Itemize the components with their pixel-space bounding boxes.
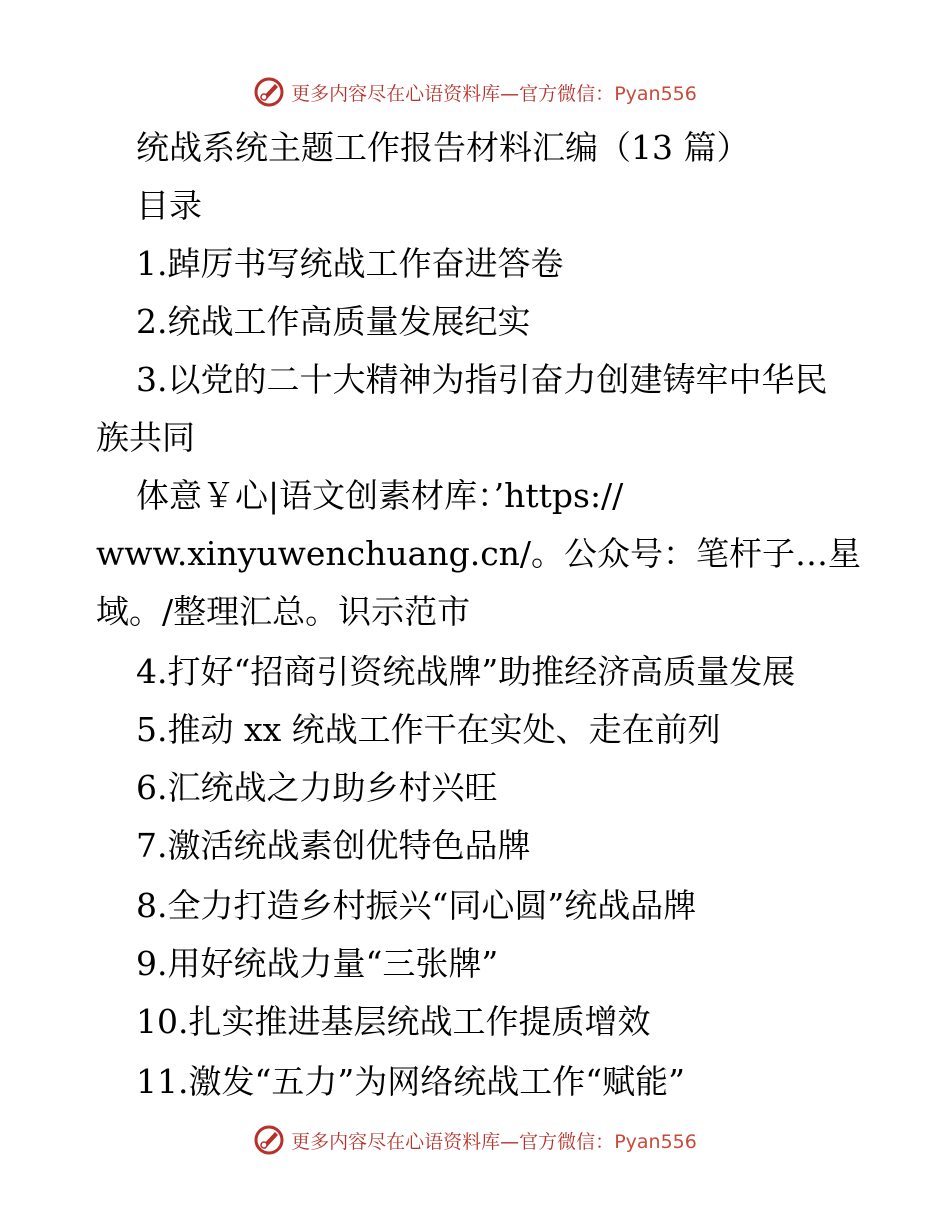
watermark-text-line: 域。/整理汇总。识示范市 <box>96 592 471 631</box>
document-title: 统战系统主题工作报告材料汇编（13 篇） <box>136 128 750 167</box>
toc-item: 11.激发“五力”为网络统战工作“赋能” <box>136 1062 685 1101</box>
toc-item: 5.推动 xx 统战工作干在实处、走在前列 <box>136 710 721 749</box>
watermark-wechat-label: 官方微信： <box>519 1130 615 1153</box>
toc-item: 6.汇统战之力助乡村兴旺 <box>136 768 498 807</box>
toc-item: 1.踔厉书写统战工作奋进答卷 <box>136 244 564 283</box>
watermark-text-line: 体意￥心|语文创素材库：’https:// <box>136 476 624 515</box>
toc-item: 8.全力打造乡村振兴“同心圆”统战品牌 <box>136 886 697 925</box>
brand-logo-icon <box>253 76 285 108</box>
watermark-separator: — <box>500 82 520 105</box>
toc-heading: 目录 <box>136 186 202 225</box>
footer-watermark <box>0 1120 950 1160</box>
toc-item: 4.打好“招商引资统战牌”助推经济高质量发展 <box>136 652 796 691</box>
watermark-separator: — <box>500 1130 520 1153</box>
watermark-wechat-id: Pyan556 <box>614 1130 697 1153</box>
header-watermark <box>0 72 950 112</box>
toc-item: 7.激活统战素创优特色品牌 <box>136 826 531 865</box>
toc-item: 9.用好统战力量“三张牌” <box>136 944 499 983</box>
toc-item: 2.统战工作高质量发展纪实 <box>136 302 531 341</box>
watermark-site-text: 更多内容尽在心语资料库 <box>291 82 501 105</box>
toc-item: 10.扎实推进基层统战工作提质增效 <box>136 1002 651 1041</box>
brand-logo-icon <box>253 1124 285 1156</box>
watermark-site-text: 更多内容尽在心语资料库 <box>291 1130 501 1153</box>
toc-item: 3.以党的二十大精神为指引奋力创建铸牢中华民 <box>136 360 828 399</box>
toc-item-continuation: 族共同 <box>96 418 195 457</box>
watermark-wechat-id: Pyan556 <box>614 82 697 105</box>
watermark-wechat-label: 官方微信： <box>519 82 615 105</box>
watermark-text-line: www.xinyuwenchuang.cn/。公众号：笔杆子…星 <box>96 534 862 573</box>
